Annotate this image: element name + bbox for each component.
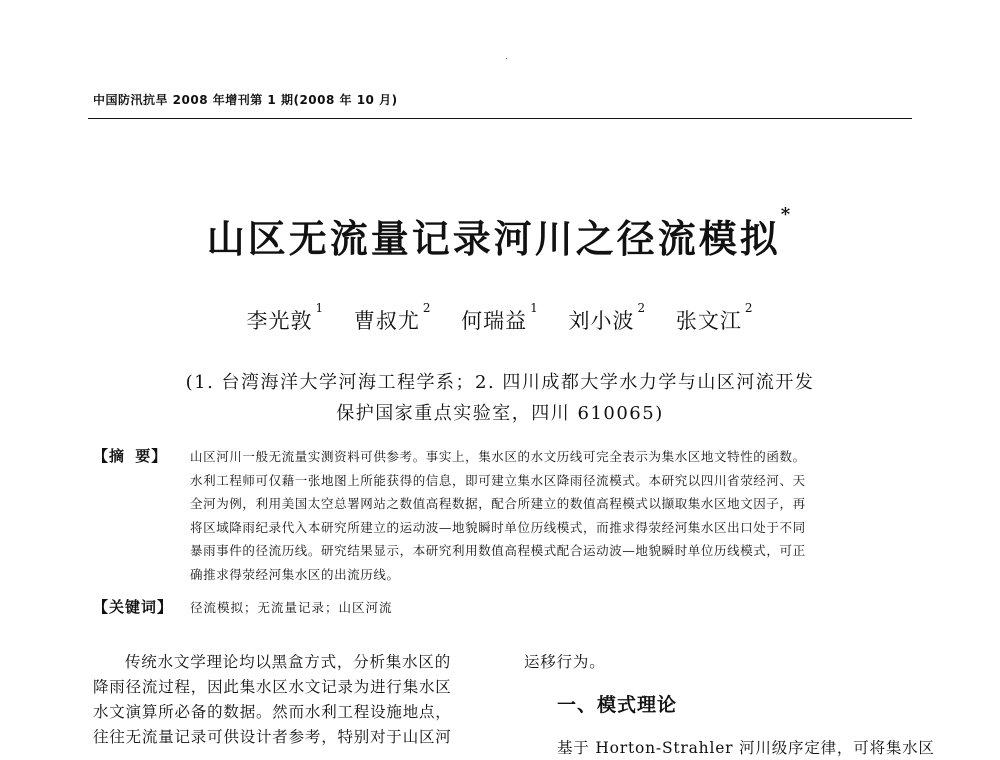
author-name: 李光敦 [246,309,313,333]
abstract-label: 【摘 要】 [93,447,168,465]
author-affil-mark: 2 [422,301,432,315]
abstract-line: 将区域降雨纪录代入本研究所建立的运动波—地貌瞬时单位历线模式，而推求得荥经河集水区出口处于不同 [190,519,806,535]
abstract-line: 全河为例，利用美国太空总署网站之数值高程数据，配合所建立的数值高程模式以撷取集水区地文因子，再 [190,496,806,511]
keywords-label: 【关键词】 [93,598,174,616]
running-head: 中国防汛抗旱 2008 年增刊第 1 期(2008 年 10 月) [93,93,398,107]
abstract-line: 暴雨事件的径流历线。研究结果显示，本研究利用数值高程模式配合运动波—地貌瞬时单位历线模式，可正 [190,543,806,558]
author [568,301,647,333]
body-line: 往往无流量记录可供设计者参考，特别对于山区河 [93,728,452,746]
author-name: 刘小波 [568,309,635,333]
author-affil-mark: 1 [530,301,539,315]
body-line: 降雨径流过程，因此集水区水文记录为进行集水区 [93,678,452,696]
affiliation-line: 保护国家重点实验室，四川 610065) [336,403,664,424]
author-name: 曹叔尤 [353,309,420,333]
author [461,301,539,333]
abstract-line: 水利工程师可仅藉一张地图上所能获得的信息，即可建立集水区降雨径流模式。本研究以四川省荥经河、天 [190,472,806,488]
abstract-body [190,445,912,586]
body-line: 水文演算所必备的数据。然而水利工程设施地点， [93,703,452,721]
author-list [0,301,1000,335]
author-affil-mark: 2 [637,301,647,315]
author-name: 张文江 [675,309,742,333]
author-name: 何瑞益 [461,309,528,333]
author-affil-mark: 2 [744,301,754,315]
author-affil-mark: 1 [315,301,325,315]
body-line: 基于 Horton-Strahler 河川级序定律，可将集水区 [557,739,935,757]
author [353,301,432,333]
keywords-text: 径流模拟；无流量记录；山区河流 [190,600,393,615]
abstract-line: 山区河川一般无流量实测资料可供参考。事实上，集水区的水文历线可完全表示为集水区地文特性的函数。 [190,449,806,464]
body-line: 运移行为。 [524,653,606,671]
body-line: 传统水文学理论均以黑盒方式，分析集水区的 [125,653,452,671]
header-rule [88,118,912,119]
scan-speck: . [505,52,508,62]
title-footnote-mark: * [780,204,794,225]
author [246,301,325,333]
section-heading: 一、模式理论 [557,694,678,716]
title-text: 山区无流量记录河川之径流模拟 [206,216,781,261]
affiliation-line: (1. 台湾海洋大学河海工程学系；2. 四川成都大学水力学与山区河流开发 [185,372,815,393]
body-column-left [93,650,489,750]
paper-title [0,204,1000,263]
abstract-line: 确推求得荥经河集水区的出流历线。 [190,566,400,582]
author [675,301,754,333]
